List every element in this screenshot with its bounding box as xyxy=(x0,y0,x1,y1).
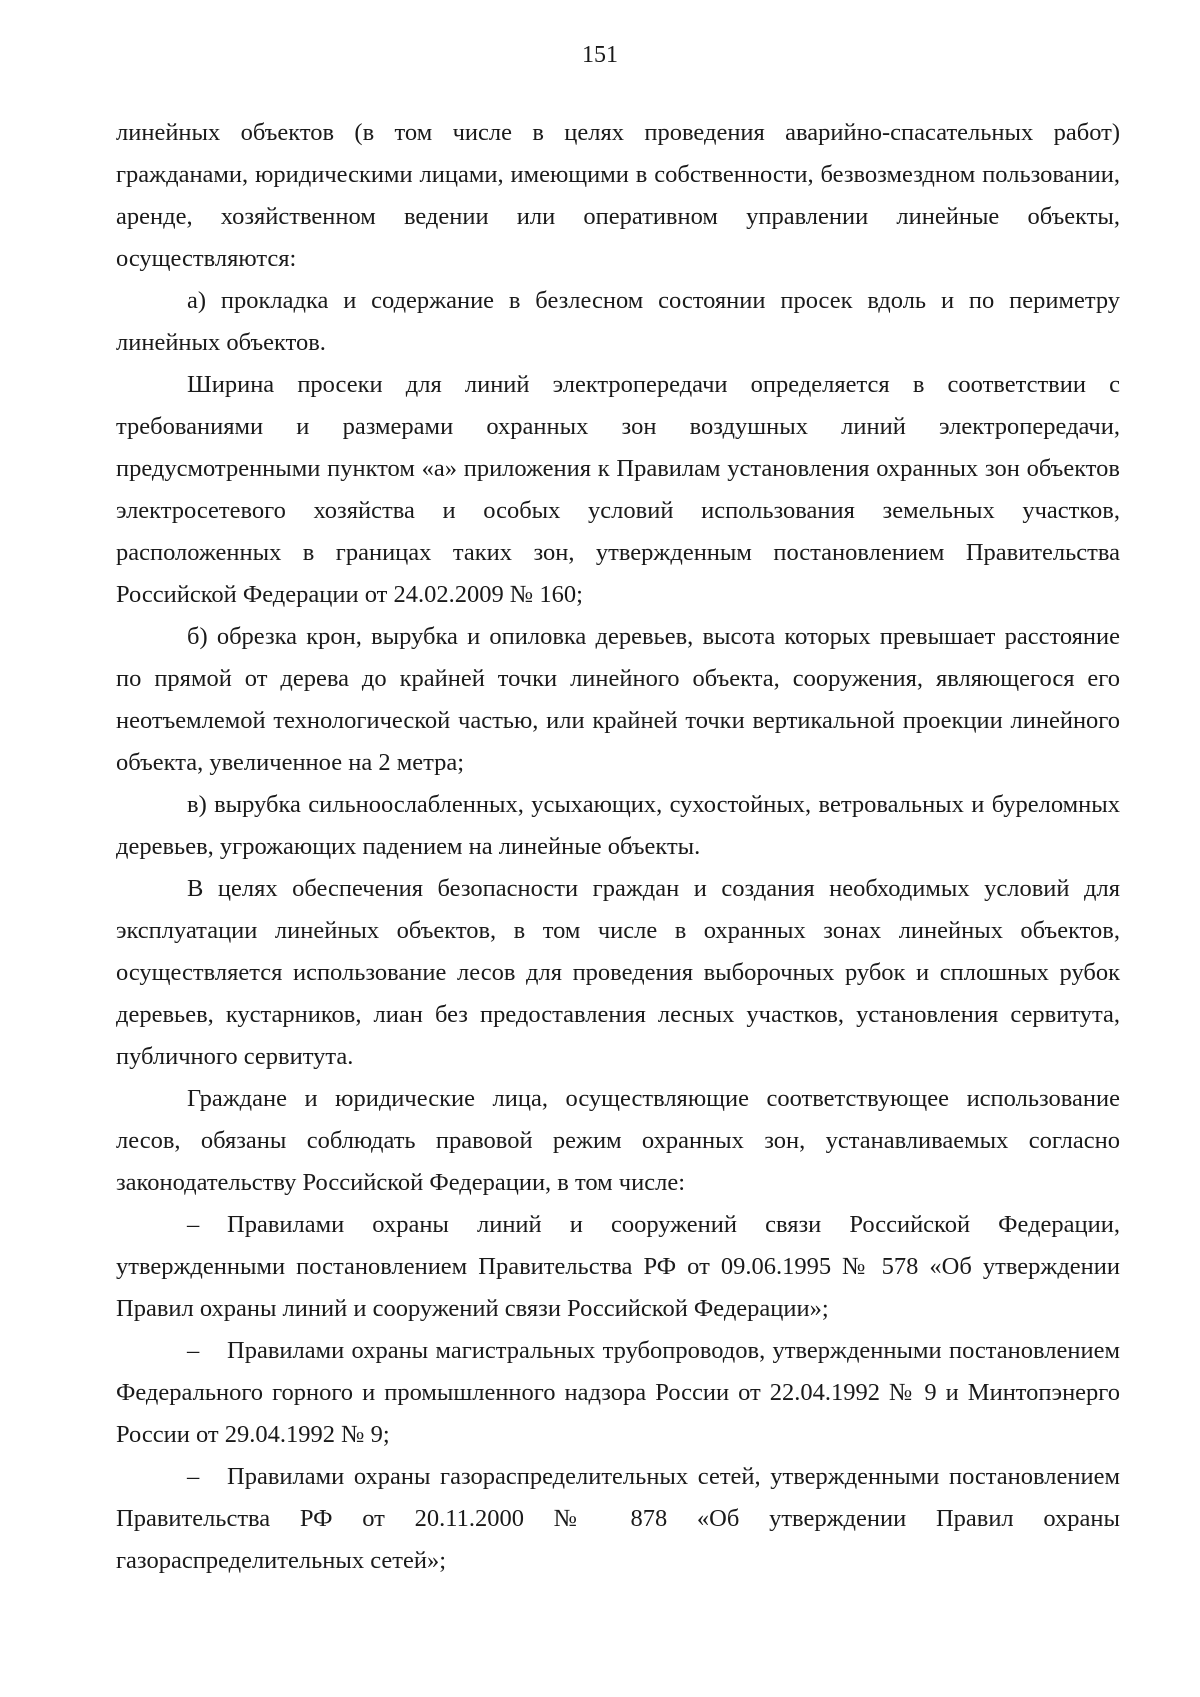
paragraph-clearing-width: Ширина просеки для линий электропередачи определяется в соответствии с требованиями и размерами охранных зон воздушных линий электропередачи, предусмотренными пунктом «а» приложения к Правилам установления охранных зон объектов электросетевого хозяйства и особых условий использования земельных участков, расположенных в границах таких зон, утвержденным постановлением Правительства Российской Федерации от 24.02.2009 № 160; xyxy=(116,371,1120,608)
paragraph-continuation: линейных объектов (в том числе в целях проведения аварийно-спасательных работ) гражданами, юридическими лицами, имеющими в собственности, безвозмездном пользовании, аренде, хозяйственном ведении или оперативном управлении линейные объекты, осуществляются: xyxy=(116,119,1120,272)
document-body xyxy=(116,112,1120,1582)
paragraph-item-a: а) прокладка и содержание в безлесном состоянии просек вдоль и по периметру линейных объектов. xyxy=(116,287,1120,356)
list-item xyxy=(116,1456,1120,1582)
list-dash-marker: – xyxy=(187,1337,200,1364)
paragraph-item-b: б) обрезка крон, вырубка и опиловка деревьев, высота которых превышает расстояние по прямой от дерева до крайней точки линейного объекта, сооружения, являющегося его неотъемлемой технологической частью, или крайней точки вертикальной проекции линейного объекта, увеличенное на 2 метра; xyxy=(116,623,1120,776)
page-number: 151 xyxy=(582,42,618,68)
list-item xyxy=(116,1330,1120,1456)
paragraph-safety: В целях обеспечения безопасности граждан и создания необходимых условий для эксплуатации линейных объектов, в том числе в охранных зонах линейных объектов, осуществляется использование лесов для проведения выборочных рубок и сплошных рубок деревьев, кустарников, лиан без предоставления лесных участков, установления сервитута, публичного сервитута. xyxy=(116,875,1120,1070)
list-dash-marker: – xyxy=(187,1211,200,1238)
list-item-text: Правилами охраны линий и сооружений связи Российской Федерации, утвержденными постановлением Правительства РФ от 09.06.1995 № 578 «Об утверждении Правил охраны линий и сооружений связи Российской Федерации»; xyxy=(116,1211,1120,1322)
list-item xyxy=(116,1204,1120,1330)
list-item-text: Правилами охраны газораспределительных сетей, утвержденными постановлением Правительства РФ от 20.11.2000 № 878 «Об утверждении Правил охраны газораспределительных сетей»; xyxy=(116,1463,1120,1574)
list-item-text: Правилами охраны магистральных трубопроводов, утвержденными постановлением Федерального горного и промышленного надзора России от 22.04.1992 № 9 и Минтопэнерго России от 29.04.1992 № 9; xyxy=(116,1337,1120,1448)
paragraph-item-v: в) вырубка сильноослабленных, усыхающих, сухостойных, ветровальных и буреломных деревьев, угрожающих падением на линейные объекты. xyxy=(116,791,1120,860)
list-dash-marker: – xyxy=(187,1463,200,1490)
paragraph-obligations: Граждане и юридические лица, осуществляющие соответствующее использование лесов, обязаны соблюдать правовой режим охранных зон, устанавливаемых согласно законодательству Российской Федерации, в том числе: xyxy=(116,1085,1120,1196)
